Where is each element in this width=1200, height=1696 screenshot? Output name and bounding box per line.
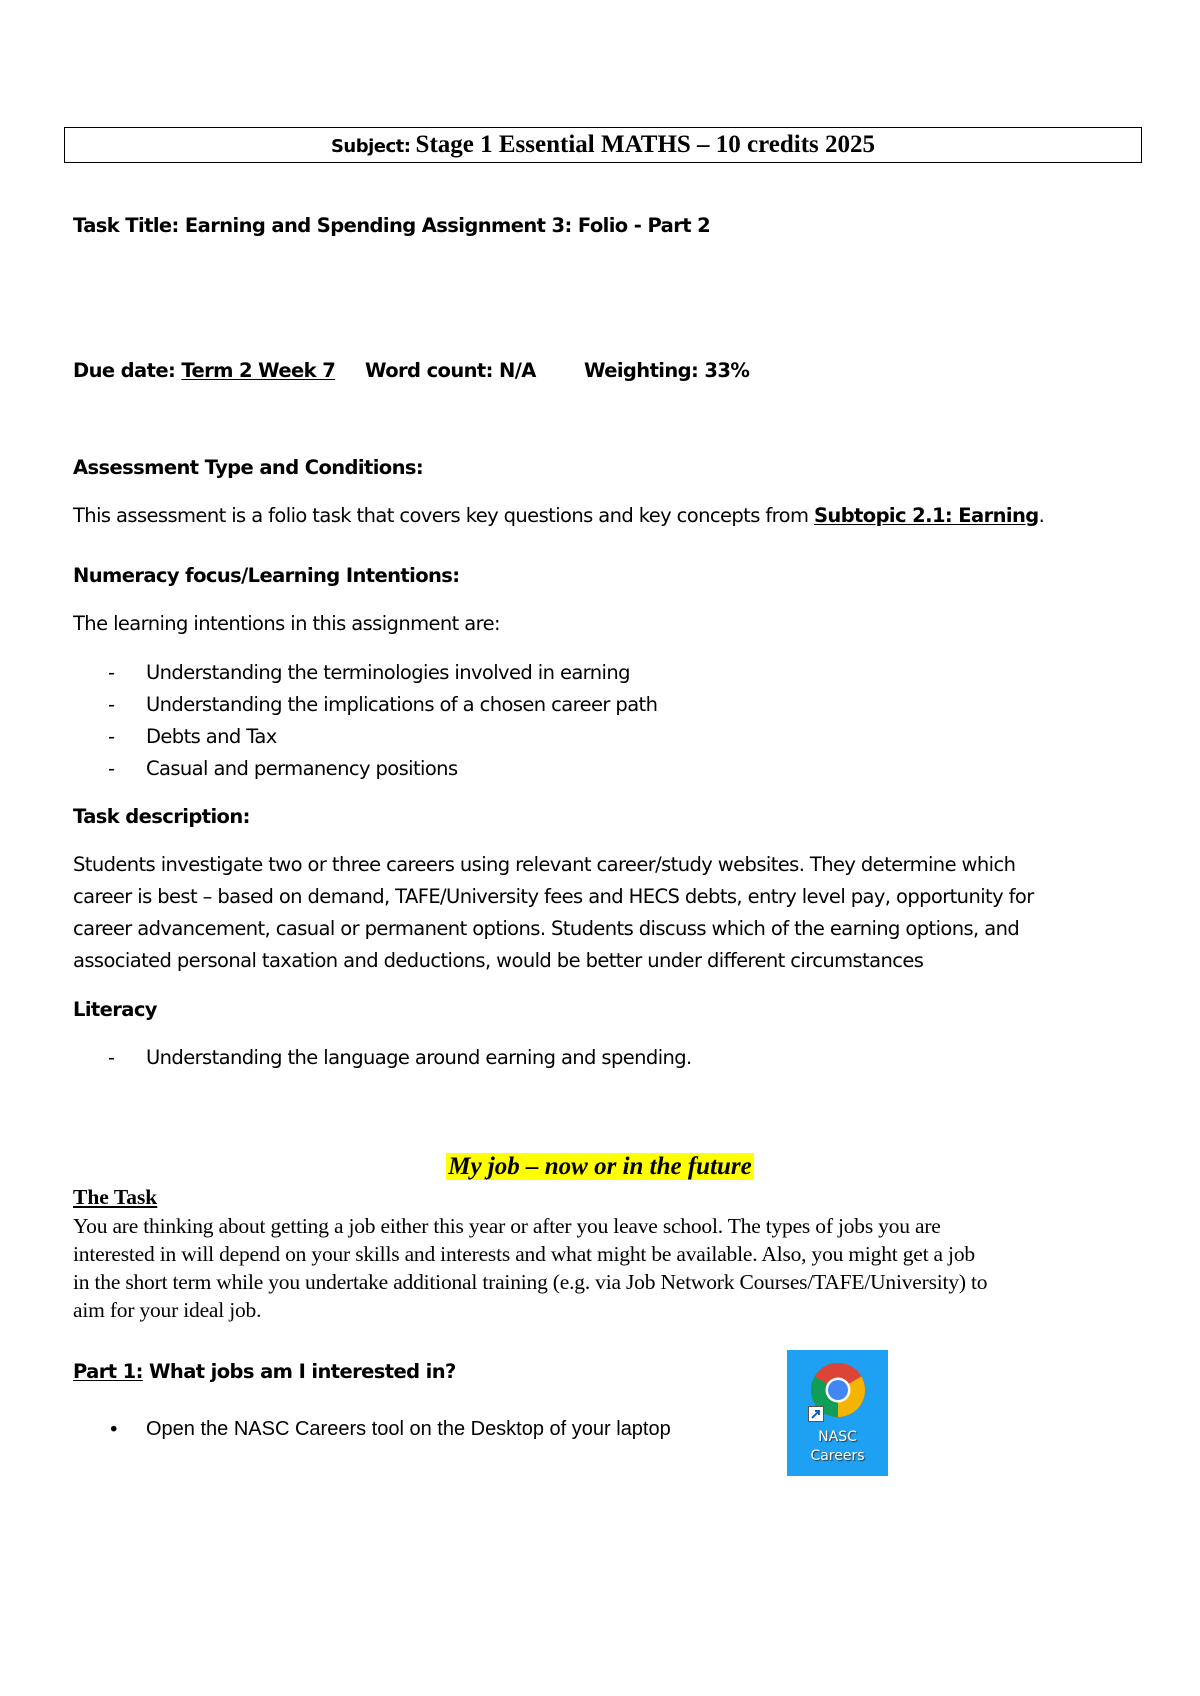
due-date-label: Due date:: [73, 359, 176, 382]
paragraph-line: in the short term while you undertake additional training (e.g. via Job Network Courses/TAFE/University) to: [73, 1270, 988, 1294]
paragraph-line: interested in will depend on your skills and interests and what might be available. Also, you might get a job: [73, 1242, 975, 1266]
due-date-value: Term 2 Week 7: [181, 359, 336, 382]
nasc-careers-shortcut[interactable]: [787, 1350, 888, 1476]
icon-label-line: Careers: [810, 1448, 865, 1464]
nasc-careers-label: [787, 1428, 888, 1466]
assessment-text: [73, 504, 1044, 527]
list-item-text: Understanding the terminologies involved in earning: [146, 661, 630, 684]
task-description-line: career advancement, casual or permanent options. Students discuss which of the earning options, and: [73, 917, 1020, 940]
list-bullet-dot: •: [108, 1418, 119, 1441]
the-task-paragraph: [73, 1212, 1153, 1324]
list-dash: -: [108, 757, 115, 780]
paragraph-line: aim for your ideal job.: [73, 1298, 262, 1322]
subject-box: [64, 127, 1142, 163]
numeracy-heading: Numeracy focus/Learning Intentions:: [73, 564, 460, 587]
subject-label: Subject:: [330, 136, 411, 157]
my-job-title: [0, 1153, 1200, 1181]
word-count: Word count: N/A: [365, 359, 536, 382]
my-job-title-text: My job – now or in the future: [448, 1153, 752, 1180]
literacy-heading: Literacy: [73, 998, 157, 1021]
task-description-heading: Task description:: [73, 805, 250, 828]
task-description-line: Students investigate two or three careers using relevant career/study websites. They determine which: [73, 853, 1016, 876]
weighting: Weighting: 33%: [584, 359, 750, 382]
task-description-line: career is best – based on demand, TAFE/University fees and HECS debts, entry level pay, opportunity for: [73, 885, 1034, 908]
task-description-line: associated personal taxation and deductions, would be better under different circumstances: [73, 949, 924, 972]
subject-value: Stage 1 Essential MATHS – 10 credits 2025: [415, 131, 876, 158]
list-item-text: Debts and Tax: [146, 725, 277, 748]
list-item-text: Casual and permanency positions: [146, 757, 458, 780]
list-item-text: Understanding the language around earning and spending.: [146, 1046, 692, 1069]
subtopic-link: Subtopic 2.1: Earning: [813, 504, 1039, 527]
list-item-text: Open the NASC Careers tool on the Desktop of your laptop: [146, 1418, 671, 1440]
list-item-text: Understanding the implications of a chosen career path: [146, 693, 658, 716]
list-dash: -: [108, 693, 115, 716]
list-dash: -: [108, 1046, 115, 1069]
part1-question: What jobs am I interested in?: [142, 1360, 456, 1383]
paragraph-line: You are thinking about getting a job either this year or after you leave school. The types of jobs you are: [73, 1214, 941, 1238]
icon-label-line: NASC: [818, 1429, 857, 1445]
shortcut-arrow-icon: [808, 1406, 824, 1422]
assessment-text-before: This assessment is a folio task that covers key questions and key concepts from: [73, 504, 814, 527]
part1-heading: [73, 1360, 456, 1383]
numeracy-intro: The learning intentions in this assignment are:: [73, 612, 500, 635]
assessment-heading: Assessment Type and Conditions:: [73, 456, 424, 479]
due-date-row: [73, 359, 335, 382]
list-dash: -: [108, 661, 115, 684]
the-task-heading: The Task: [73, 1185, 158, 1209]
assessment-text-after: .: [1038, 504, 1045, 527]
part1-label: Part 1:: [73, 1360, 143, 1383]
task-title: Task Title: Earning and Spending Assignment 3: Folio - Part 2: [73, 214, 711, 237]
list-dash: -: [108, 725, 115, 748]
